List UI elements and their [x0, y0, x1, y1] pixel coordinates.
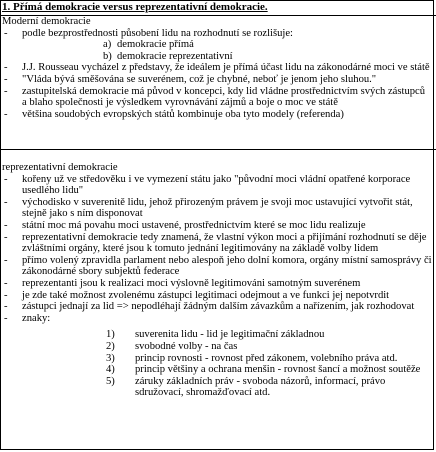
- list-item: - je zde také možnost zvolenému zástupci legitimaci odejmout a ve funkci jej nepotvrdit: [4, 289, 390, 301]
- list-item: - většina soudobých evropských států kombinuje oba tyto modely (referenda): [4, 108, 344, 120]
- title-block: [2, 2, 432, 14]
- list-item: - "Vláda bývá směšována se suverénem, což je chybné, neboť je jenom jeho sluhou.": [4, 73, 377, 85]
- numbered-item: 3) princip rovnosti - rovnost před zákonem, volebního práva atd.: [106, 352, 398, 364]
- section-divider: [0, 149, 436, 150]
- list-item: - zastupitelská demokracie má původ v koncepci, kdy lid vládne prostřednictvím svých zástupců a blaho společnosti je výsledkem vyrovnávání zájmů a boje o moc ve státě: [4, 85, 426, 109]
- section-representative-democracy: [2, 162, 432, 399]
- list-item: - státní moc má povahu moci ustavené, prostřednictvím které se moc lidu realizuje: [4, 219, 366, 231]
- section-modern-democracy: [2, 16, 432, 120]
- document-title: 1. Přímá demokracie versus reprezentativní demokracie.: [2, 1, 268, 13]
- section2-heading: reprezentativní demokracie: [2, 162, 118, 173]
- list-item: - reprezentativní demokracie tedy znamená, že vlastní výkon moci a přijímání rozhodnutí se děje zvláštními orgány, které jsou k tomuto jednání legitimovány na základě volby lidem: [4, 231, 427, 255]
- list-item: - znaky:: [4, 312, 51, 324]
- numbered-item: 5) záruky základních práv - svoboda názorů, informací, právo sdružovací, shromažďovací atd.: [106, 375, 386, 399]
- list-item: - reprezentanti jsou k realizaci moci výslovně legitimováni samotným suverénem: [4, 277, 361, 289]
- list-item: - J.J. Rousseau vycházel z představy, že ideálem je přímá účast lidu na zákonodárné moci ve státě: [4, 62, 430, 74]
- section1-heading: Moderní demokracie: [2, 16, 91, 27]
- list-item: - podle bezprostřednosti působení lidu na rozhodnutí se rozlišuje:: [4, 27, 293, 39]
- list-item: - přímo volený zpravidla parlament nebo alespoň jeho dolní komora, orgány místní samosprávy či zákonodárné sbory subjektů federace: [4, 254, 432, 278]
- sub-item: b) demokracie reprezentativní: [103, 50, 233, 62]
- list-item: - kořeny už ve středověku i ve vymezení státu jako "původní moci vládní opatřené korporace usedlého lidu": [4, 173, 411, 197]
- sub-item: a) demokracie přímá: [103, 39, 194, 51]
- numbered-item: 4) princip většiny a ochrana menšin - rovnost šancí a možnost soutěže: [106, 364, 421, 376]
- numbered-item: 2) svobodné volby - na čas: [106, 340, 238, 352]
- list-item: - zástupci jednají za lid => nepodléhají žádným dalším závazkům a nařízením, jak rozhodovat: [4, 301, 415, 313]
- list-item: - východisko v suverenitě lidu, jehož přirozeným právem je svoji moc ustavující vytvořit stát, stejně jako s ním disponovat: [4, 196, 413, 220]
- numbered-item: 1) suverenita lidu - lid je legitimační základnou: [106, 329, 325, 341]
